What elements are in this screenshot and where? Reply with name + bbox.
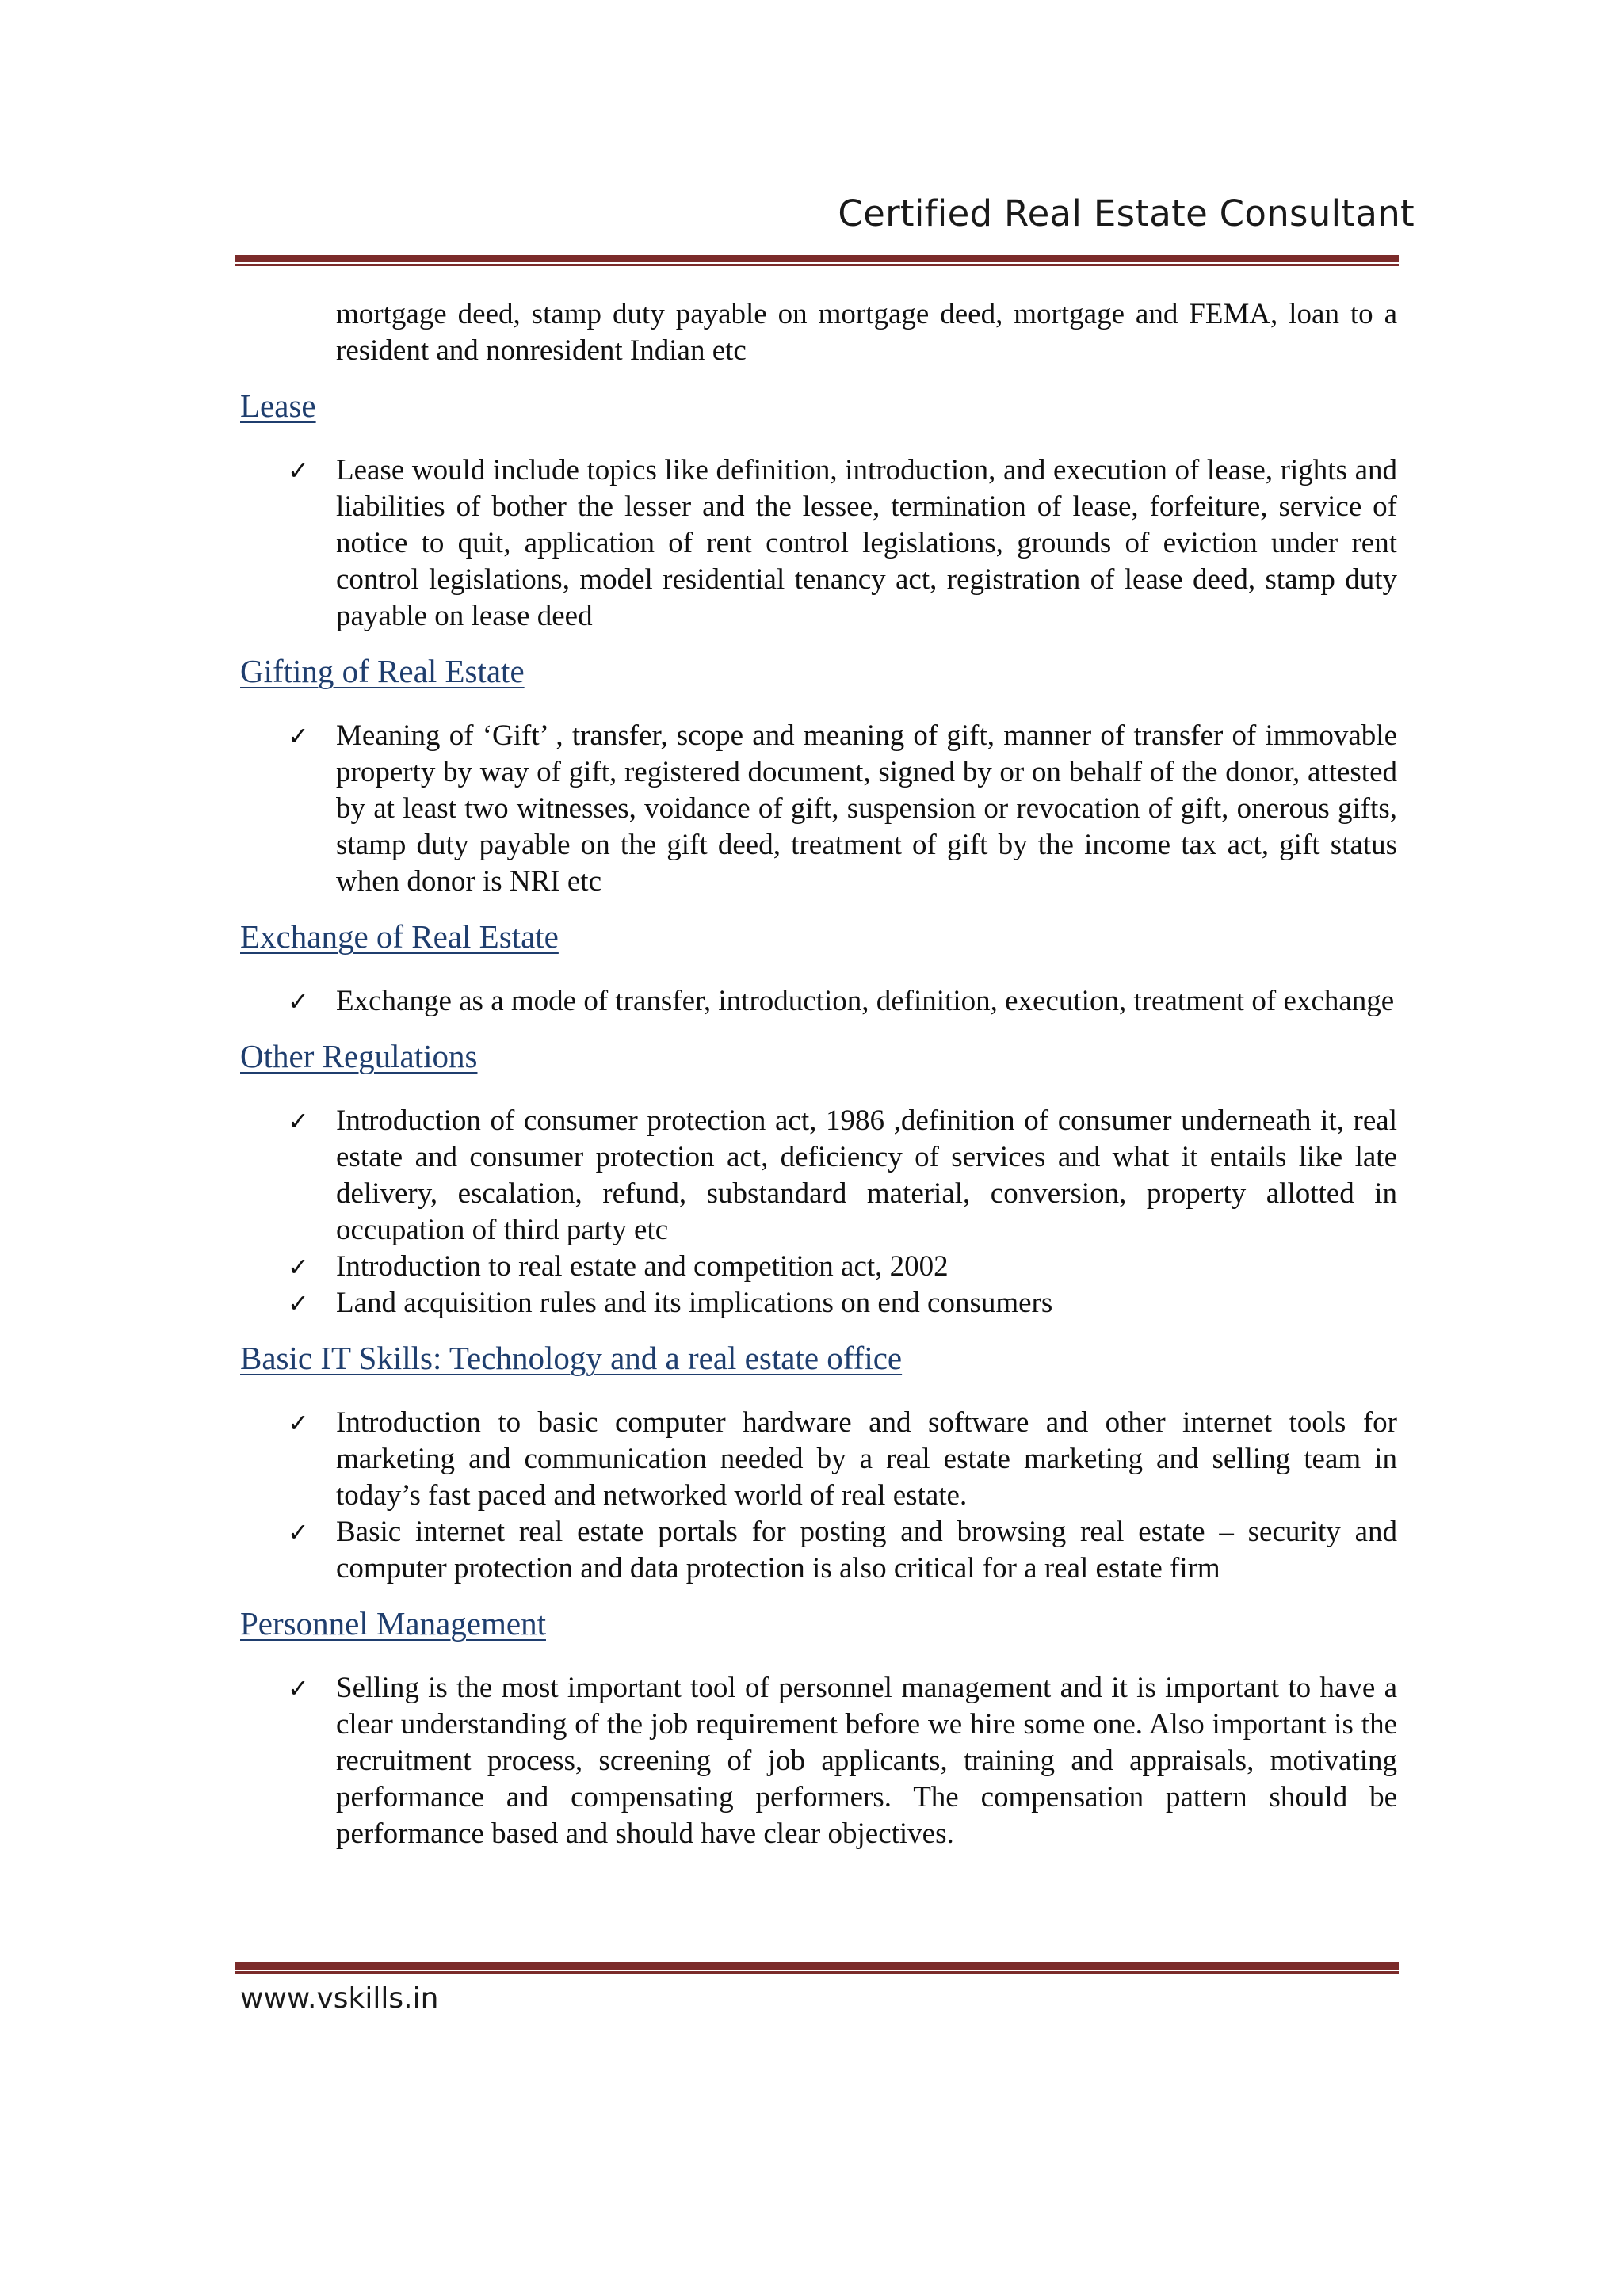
list-item (240, 1249, 1397, 1285)
list-item (240, 1285, 1397, 1322)
checkmark-icon: ✓ (288, 1288, 309, 1318)
list-item (240, 983, 1397, 1020)
section-heading: Personnel Management (240, 1605, 546, 1642)
section-gifting-of-real-estate (240, 651, 1397, 900)
section-other-regulations (240, 1036, 1397, 1322)
bullet-list (240, 1405, 1397, 1587)
list-item-text: Meaning of ‘Gift’ , transfer, scope and meaning of gift, manner of transfer of immovable property by way of gift, registered document, signed by or on behalf of the donor, attested by at least two witnesses, voidance of gift, suspension or revocation of gift, onerous gifts, stamp duty payable on the gift deed, treatment of gift by the income tax act, gift status when donor is NRI etc (336, 719, 1397, 898)
checkmark-icon: ✓ (288, 1517, 309, 1547)
list-item (240, 1405, 1397, 1514)
list-item-text: Selling is the most important tool of personnel management and it is important to have a clear understanding of the job requirement before we hire some one. Also important is the recruitment process, screening of job applicants, training and appraisals, motivating performance and compensating performers. The compensation pattern should be performance based and should have clear objectives. (336, 1672, 1397, 1850)
section-heading: Gifting of Real Estate (240, 653, 525, 689)
list-item-text: Introduction to real estate and competition act, 2002 (336, 1250, 949, 1283)
list-item-text: Introduction of consumer protection act, 1986 ,definition of consumer underneath it, real estate and consumer protection act, deficiency of services and what it entails like late delivery, escalation, refund, substandard material, conversion, property allotted in occupation of third party etc (336, 1104, 1397, 1246)
checkmark-icon: ✓ (288, 1252, 309, 1282)
section-personnel-management (240, 1604, 1397, 1852)
list-item-text: Introduction to basic computer hardware and software and other internet tools for marketing and communication needed by a real estate marketing and selling team in today’s fast paced and networked world of real estate. (336, 1406, 1397, 1512)
intro-paragraph: mortgage deed, stamp duty payable on mortgage deed, mortgage and FEMA, loan to a resident and nonresident Indian etc (336, 298, 1397, 367)
bullet-list (240, 718, 1397, 900)
checkmark-icon: ✓ (288, 1673, 309, 1703)
list-item-text: Basic internet real estate portals for posting and browsing real estate – security and computer protection and data protection is also critical for a real estate firm (336, 1516, 1397, 1585)
bullet-list (240, 1670, 1397, 1852)
checkmark-icon: ✓ (288, 986, 309, 1016)
section-basic-it-skills-technology-and-a-real-estate-office (240, 1338, 1397, 1587)
bullet-list (240, 983, 1397, 1020)
footer-url: www.vskills.in (240, 1982, 439, 2015)
list-item (240, 1103, 1397, 1249)
section-heading: Exchange of Real Estate (240, 918, 559, 955)
list-item (240, 452, 1397, 635)
list-item (240, 1514, 1397, 1587)
sections-container (240, 386, 1397, 1852)
footer-divider (235, 1962, 1399, 1974)
section-heading: Basic IT Skills: Technology and a real estate office (240, 1340, 903, 1376)
header-divider (235, 255, 1399, 266)
section-heading: Other Regulations (240, 1038, 478, 1074)
checkmark-icon: ✓ (288, 1106, 309, 1136)
bullet-list (240, 452, 1397, 635)
checkmark-icon: ✓ (288, 721, 309, 751)
checkmark-icon: ✓ (288, 456, 309, 486)
document-body (240, 296, 1397, 1855)
section-exchange-of-real-estate (240, 917, 1397, 1020)
section-lease (240, 386, 1397, 635)
list-item (240, 1670, 1397, 1852)
list-item-text: Exchange as a mode of transfer, introduction, definition, execution, treatment of exchange (336, 985, 1395, 1017)
page-header-title: Certified Real Estate Consultant (838, 193, 1415, 235)
list-item-text: Land acquisition rules and its implications on end consumers (336, 1287, 1053, 1319)
section-heading: Lease (240, 387, 316, 424)
checkmark-icon: ✓ (288, 1408, 309, 1438)
bullet-list (240, 1103, 1397, 1322)
list-item (240, 718, 1397, 900)
list-item-text: Lease would include topics like definition, introduction, and execution of lease, rights and liabilities of bother the lesser and the lessee, termination of lease, forfeiture, service of notice to quit, application of rent control legislations, grounds of eviction under rent control legislations, model residential tenancy act, registration of lease deed, stamp duty payable on lease deed (336, 454, 1397, 632)
